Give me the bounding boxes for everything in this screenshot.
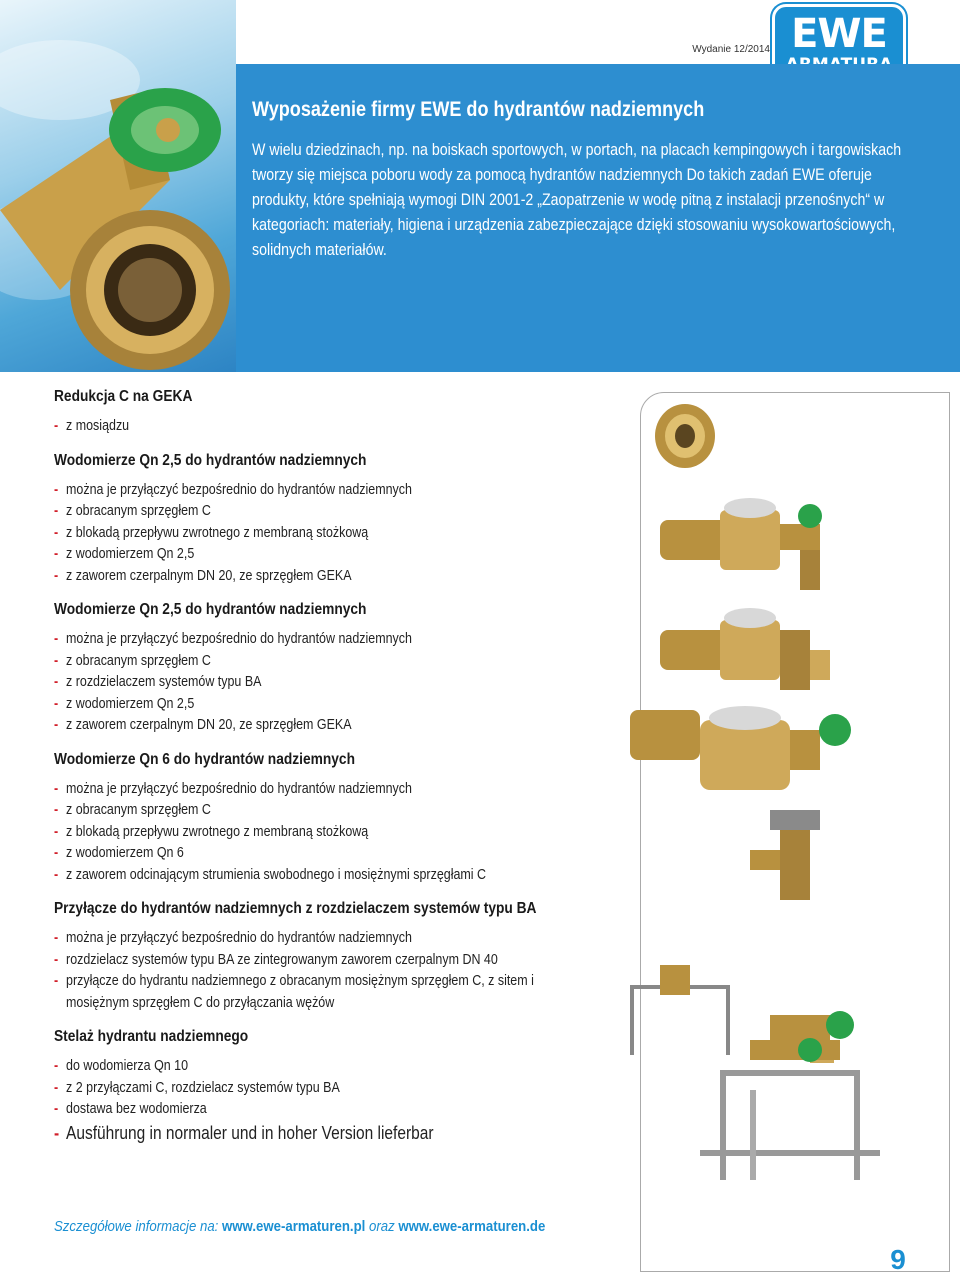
- hydrant-stand-image: [690, 1030, 890, 1190]
- footer-info: [54, 1218, 670, 1235]
- footer-middle: oraz: [368, 1218, 395, 1235]
- list-item: - z zaworem czerpalnym DN 20, ze sprzęgłem GEKA: [54, 566, 553, 588]
- section-meter-qn25-a: [54, 452, 553, 588]
- product-list: [54, 388, 553, 1145]
- list-item: - z blokadą przepływu zwrotnego z membraną stożkową: [54, 822, 553, 844]
- list-item: - z wodomierzem Qn 2,5: [54, 544, 553, 566]
- section-geka-reducer: [54, 388, 553, 438]
- list-item: - z blokadą przepływu zwrotnego z membraną stożkową: [54, 523, 553, 545]
- list-item: - przyłącze do hydrantu nadziemnego z obracanym mosiężnym sprzęgłem C, z sitem i mosiężnym sprzęgłem C do przyłączania wężów: [54, 971, 553, 1014]
- list-item: - dostawa bez wodomierza: [54, 1099, 553, 1121]
- list-item: - można je przyłączyć bezpośrednio do hydrantów nadziemnych: [54, 629, 553, 651]
- list-item: - z obracanym sprzęgłem C: [54, 651, 553, 673]
- list-item: - z wodomierzem Qn 6: [54, 843, 553, 865]
- intro-text: W wielu dziedzinach, np. na boiskach sportowych, w portach, na placach kempingowych i targowiskach tworzy się miejsca poboru wody za pomocą hydrantów nadziemnych Do takich zadań EWE oferuje produkty, które spełniają wymogi DIN 2001-2 „Zaopatrzenie w wodę pitną z instalacji przenośnych“ w kategoriach: materiały, higiena i urządzenia zabezpieczające dzięki stosowaniu wysokowartościowych, solidnych materiałów.: [252, 141, 902, 259]
- list-item: - rozdzielacz systemów typu BA ze zintegrowanym zaworem czerpalnym DN 40: [54, 950, 553, 972]
- logo-ewe-text: EWE: [791, 11, 887, 57]
- page-title: Wyposażenie firmy EWE do hydrantów nadziemnych: [252, 98, 705, 121]
- list-item: - z zaworem czerpalnym DN 20, ze sprzęgłem GEKA: [54, 715, 553, 737]
- section-title: Wodomierze Qn 2,5 do hydrantów nadziemnych: [54, 601, 367, 618]
- list-item: - z obracanym sprzęgłem C: [54, 800, 553, 822]
- water-meter-qn6-image: [620, 690, 860, 950]
- footer-prefix: Szczegółowe informacje na:: [54, 1218, 219, 1235]
- list-item: - można je przyłączyć bezpośrednio do hydrantów nadziemnych: [54, 779, 553, 801]
- page-number: 9: [890, 1244, 906, 1275]
- geka-reducer-image: [640, 396, 730, 476]
- website-link-de[interactable]: www.ewe-armaturen.de: [398, 1218, 546, 1235]
- list-item: - z rozdzielaczem systemów typu BA: [54, 672, 553, 694]
- section-title: Stelaż hydrantu nadziemnego: [54, 1028, 249, 1045]
- list-item: - Ausführung in normaler und in hoher Version lieferbar: [54, 1121, 553, 1145]
- website-link-pl[interactable]: www.ewe-armaturen.pl: [222, 1218, 366, 1235]
- section-title: Wodomierze Qn 2,5 do hydrantów nadziemnych: [54, 451, 367, 469]
- section-title: Przyłącze do hydrantów nadziemnych z rozdzielaczem systemów typu BA: [54, 900, 537, 917]
- section-title: Redukcja C na GEKA: [54, 388, 193, 405]
- list-item: - z zaworem odcinającym strumienia swobodnego i mosiężnymi sprzęgłami C: [54, 865, 553, 887]
- list-item: - można je przyłączyć bezpośrednio do hydrantów nadziemnych: [54, 928, 553, 950]
- section-meter-qn25-b: [54, 601, 553, 737]
- list-item: - z wodomierzem Qn 2,5: [54, 694, 553, 716]
- edition-label: Wydanie 12/2014: [692, 44, 770, 55]
- section-meter-qn6: [54, 751, 553, 887]
- list-item: - z obracanym sprzęgłem C: [54, 501, 553, 523]
- list-item: - można je przyłączyć bezpośrednio do hydrantów nadziemnych: [54, 480, 553, 502]
- list-item: - z 2 przyłączami C, rozdzielacz systemów typu BA: [54, 1078, 553, 1100]
- list-item: - z mosiądzu: [54, 416, 553, 438]
- section-ba-connector: [54, 900, 553, 1014]
- section-hydrant-stand: [54, 1028, 553, 1145]
- hydrant-valve-photo: [0, 0, 236, 372]
- water-meter-ba-image: [650, 590, 840, 700]
- list-item: - do wodomierza Qn 10: [54, 1056, 553, 1078]
- water-meter-qn25-image: [650, 480, 840, 600]
- section-title: Wodomierze Qn 6 do hydrantów nadziemnych: [54, 750, 355, 768]
